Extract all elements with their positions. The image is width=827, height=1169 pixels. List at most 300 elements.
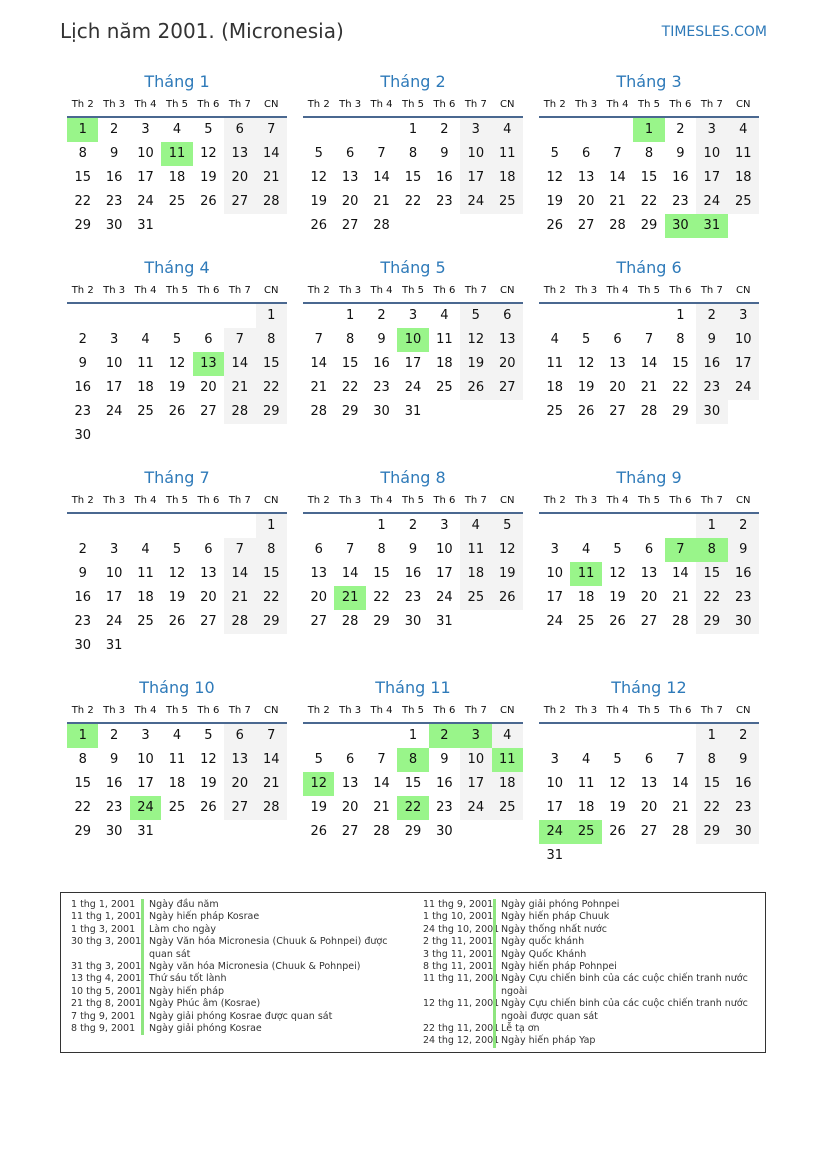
day-cell[interactable]: 6 [204,332,213,347]
holiday-day-cell[interactable]: 10 [397,328,428,352]
day-cell[interactable]: 15 [640,170,658,185]
day-cell[interactable]: 25 [728,190,759,214]
day-cell[interactable]: 24 [137,194,154,209]
day-cell[interactable]: 21 [224,586,255,610]
day-cell[interactable]: 11 [492,142,523,166]
day-cell[interactable]: 22 [373,590,390,605]
day-cell[interactable]: 23 [696,376,727,400]
day-cell[interactable]: 8 [78,752,87,767]
day-cell[interactable]: 22 [256,586,287,610]
day-cell[interactable]: 23 [404,590,422,605]
holiday-day-cell[interactable]: 31 [696,214,727,238]
day-cell[interactable]: 11 [460,538,491,562]
day-cell[interactable]: 24 [460,796,491,820]
day-cell[interactable]: 21 [672,590,689,605]
holiday-day-cell[interactable]: 11 [161,142,192,166]
day-cell[interactable]: 26 [546,218,563,233]
day-cell[interactable]: 12 [577,356,595,371]
day-cell[interactable]: 18 [546,380,563,395]
day-cell[interactable]: 5 [581,332,591,347]
day-cell[interactable]: 1 [256,304,287,328]
day-cell[interactable]: 10 [460,142,491,166]
day-cell[interactable]: 19 [609,590,626,605]
day-cell[interactable]: 18 [728,166,759,190]
day-cell[interactable]: 20 [609,380,626,395]
day-cell[interactable]: 27 [310,614,327,629]
day-cell[interactable]: 29 [672,404,689,419]
day-cell[interactable]: 6 [345,146,355,161]
day-cell[interactable]: 19 [200,170,217,185]
day-cell[interactable]: 3 [550,752,559,767]
day-cell[interactable]: 19 [546,194,563,209]
day-cell[interactable]: 26 [460,376,491,400]
day-cell[interactable]: 9 [728,538,759,562]
day-cell[interactable]: 3 [109,332,119,347]
day-cell[interactable]: 30 [74,638,91,653]
day-cell[interactable]: 31 [105,638,123,653]
day-cell[interactable]: 20 [341,194,359,209]
day-cell[interactable]: 14 [373,776,390,791]
day-cell[interactable]: 20 [492,352,523,376]
day-cell[interactable]: 27 [224,796,255,820]
holiday-day-cell[interactable]: 22 [397,796,428,820]
day-cell[interactable]: 9 [78,356,87,371]
day-cell[interactable]: 6 [224,724,255,748]
day-cell[interactable]: 5 [492,514,523,538]
day-cell[interactable]: 17 [546,800,563,815]
day-cell[interactable]: 10 [137,146,154,161]
day-cell[interactable]: 6 [224,118,255,142]
day-cell[interactable]: 2 [78,332,87,347]
day-cell[interactable]: 27 [200,614,217,629]
day-cell[interactable]: 2 [408,518,418,533]
day-cell[interactable]: 28 [256,190,287,214]
holiday-day-cell[interactable]: 12 [303,772,334,796]
day-cell[interactable]: 28 [640,404,658,419]
holiday-day-cell[interactable]: 11 [570,562,601,586]
day-cell[interactable]: 26 [492,586,523,610]
day-cell[interactable]: 12 [546,170,563,185]
day-cell[interactable]: 20 [224,772,255,796]
day-cell[interactable]: 29 [74,824,91,839]
day-cell[interactable]: 29 [696,820,727,844]
day-cell[interactable]: 24 [460,190,491,214]
day-cell[interactable]: 23 [74,614,91,629]
day-cell[interactable]: 14 [640,356,658,371]
day-cell[interactable]: 18 [168,776,186,791]
day-cell[interactable]: 5 [204,728,213,743]
day-cell[interactable]: 25 [546,404,563,419]
day-cell[interactable]: 26 [577,404,595,419]
day-cell[interactable]: 1 [256,514,287,538]
day-cell[interactable]: 16 [672,170,689,185]
day-cell[interactable]: 2 [109,122,119,137]
day-cell[interactable]: 10 [105,356,123,371]
day-cell[interactable]: 12 [200,752,217,767]
day-cell[interactable]: 28 [310,404,327,419]
day-cell[interactable]: 5 [314,146,323,161]
day-cell[interactable]: 30 [404,614,422,629]
day-cell[interactable]: 30 [728,820,759,844]
day-cell[interactable]: 3 [141,122,150,137]
day-cell[interactable]: 18 [577,800,595,815]
day-cell[interactable]: 17 [137,776,154,791]
day-cell[interactable]: 21 [609,194,626,209]
day-cell[interactable]: 3 [550,542,559,557]
day-cell[interactable]: 4 [581,752,591,767]
day-cell[interactable]: 13 [200,566,217,581]
day-cell[interactable]: 26 [609,824,626,839]
day-cell[interactable]: 18 [436,356,453,371]
day-cell[interactable]: 23 [373,380,390,395]
day-cell[interactable]: 15 [74,170,91,185]
day-cell[interactable]: 21 [256,166,287,190]
day-cell[interactable]: 24 [728,376,759,400]
day-cell[interactable]: 26 [168,404,186,419]
day-cell[interactable]: 30 [728,610,759,634]
day-cell[interactable]: 13 [640,776,658,791]
day-cell[interactable]: 17 [105,590,123,605]
day-cell[interactable]: 22 [74,800,91,815]
day-cell[interactable]: 27 [200,404,217,419]
day-cell[interactable]: 4 [581,542,591,557]
day-cell[interactable]: 10 [546,776,563,791]
day-cell[interactable]: 12 [310,170,327,185]
day-cell[interactable]: 3 [696,118,727,142]
day-cell[interactable]: 20 [640,590,658,605]
day-cell[interactable]: 29 [404,824,422,839]
day-cell[interactable]: 4 [460,514,491,538]
day-cell[interactable]: 10 [460,748,491,772]
day-cell[interactable]: 7 [377,752,386,767]
day-cell[interactable]: 24 [105,614,123,629]
day-cell[interactable]: 27 [341,218,359,233]
day-cell[interactable]: 18 [577,590,595,605]
day-cell[interactable]: 22 [256,376,287,400]
day-cell[interactable]: 29 [74,218,91,233]
holiday-day-cell[interactable]: 8 [696,538,727,562]
day-cell[interactable]: 22 [74,194,91,209]
day-cell[interactable]: 21 [224,376,255,400]
day-cell[interactable]: 6 [581,146,591,161]
day-cell[interactable]: 6 [613,332,622,347]
day-cell[interactable]: 14 [609,170,626,185]
day-cell[interactable]: 14 [373,170,390,185]
day-cell[interactable]: 16 [436,170,453,185]
day-cell[interactable]: 19 [310,194,327,209]
day-cell[interactable]: 10 [137,752,154,767]
day-cell[interactable]: 14 [224,562,255,586]
day-cell[interactable]: 15 [256,352,287,376]
day-cell[interactable]: 24 [105,404,123,419]
day-cell[interactable]: 14 [672,776,689,791]
day-cell[interactable]: 12 [492,538,523,562]
day-cell[interactable]: 10 [105,566,123,581]
day-cell[interactable]: 17 [460,772,491,796]
day-cell[interactable]: 27 [577,218,595,233]
day-cell[interactable]: 13 [341,170,359,185]
day-cell[interactable]: 8 [408,146,418,161]
day-cell[interactable]: 8 [345,332,355,347]
day-cell[interactable]: 25 [436,380,453,395]
day-cell[interactable]: 10 [696,142,727,166]
day-cell[interactable]: 23 [728,796,759,820]
day-cell[interactable]: 8 [78,146,87,161]
day-cell[interactable]: 18 [168,170,186,185]
day-cell[interactable]: 7 [256,118,287,142]
day-cell[interactable]: 10 [546,566,563,581]
day-cell[interactable]: 17 [728,352,759,376]
day-cell[interactable]: 9 [109,752,119,767]
day-cell[interactable]: 1 [345,308,355,323]
day-cell[interactable]: 23 [105,194,123,209]
day-cell[interactable]: 29 [696,610,727,634]
day-cell[interactable]: 5 [172,332,182,347]
holiday-day-cell[interactable]: 24 [130,796,161,820]
day-cell[interactable]: 2 [109,728,119,743]
day-cell[interactable]: 28 [256,796,287,820]
day-cell[interactable]: 21 [256,772,287,796]
day-cell[interactable]: 9 [676,146,685,161]
day-cell[interactable]: 4 [492,724,523,748]
day-cell[interactable]: 4 [172,122,182,137]
day-cell[interactable]: 7 [377,146,386,161]
day-cell[interactable]: 20 [341,800,359,815]
day-cell[interactable]: 19 [577,380,595,395]
day-cell[interactable]: 9 [440,752,449,767]
day-cell[interactable]: 30 [696,400,727,424]
day-cell[interactable]: 11 [577,776,595,791]
day-cell[interactable]: 14 [310,356,327,371]
day-cell[interactable]: 26 [310,218,327,233]
day-cell[interactable]: 23 [728,586,759,610]
day-cell[interactable]: 12 [609,566,626,581]
day-cell[interactable]: 26 [310,824,327,839]
day-cell[interactable]: 26 [609,614,626,629]
day-cell[interactable]: 7 [224,538,255,562]
day-cell[interactable]: 14 [256,142,287,166]
day-cell[interactable]: 1 [408,122,418,137]
holiday-day-cell[interactable]: 11 [492,748,523,772]
day-cell[interactable]: 20 [640,800,658,815]
day-cell[interactable]: 11 [137,356,154,371]
day-cell[interactable]: 20 [224,166,255,190]
holiday-day-cell[interactable]: 24 [539,820,570,844]
day-cell[interactable]: 5 [172,542,182,557]
day-cell[interactable]: 16 [373,356,390,371]
day-cell[interactable]: 16 [728,562,759,586]
day-cell[interactable]: 4 [141,332,150,347]
holiday-day-cell[interactable]: 3 [460,724,491,748]
day-cell[interactable]: 18 [137,380,154,395]
day-cell[interactable]: 18 [460,562,491,586]
day-cell[interactable]: 18 [137,590,154,605]
day-cell[interactable]: 28 [373,824,390,839]
day-cell[interactable]: 28 [224,400,255,424]
day-cell[interactable]: 21 [373,800,390,815]
day-cell[interactable]: 13 [224,748,255,772]
day-cell[interactable]: 9 [408,542,418,557]
day-cell[interactable]: 25 [460,586,491,610]
day-cell[interactable]: 3 [141,728,150,743]
day-cell[interactable]: 19 [168,380,186,395]
day-cell[interactable]: 27 [609,404,626,419]
day-cell[interactable]: 2 [728,724,759,748]
day-cell[interactable]: 10 [436,542,453,557]
day-cell[interactable]: 27 [492,376,523,400]
day-cell[interactable]: 17 [696,166,727,190]
day-cell[interactable]: 16 [105,170,123,185]
day-cell[interactable]: 16 [728,772,759,796]
day-cell[interactable]: 29 [256,610,287,634]
day-cell[interactable]: 17 [105,380,123,395]
day-cell[interactable]: 29 [373,614,390,629]
day-cell[interactable]: 3 [109,542,119,557]
day-cell[interactable]: 12 [460,328,491,352]
day-cell[interactable]: 1 [696,514,727,538]
day-cell[interactable]: 17 [546,590,563,605]
day-cell[interactable]: 14 [672,566,689,581]
day-cell[interactable]: 15 [696,772,727,796]
day-cell[interactable]: 1 [377,518,386,533]
day-cell[interactable]: 9 [78,566,87,581]
day-cell[interactable]: 13 [492,328,523,352]
day-cell[interactable]: 3 [440,518,449,533]
day-cell[interactable]: 28 [224,610,255,634]
day-cell[interactable]: 19 [460,352,491,376]
day-cell[interactable]: 2 [728,514,759,538]
day-cell[interactable]: 16 [696,352,727,376]
day-cell[interactable]: 3 [728,304,759,328]
day-cell[interactable]: 8 [676,332,685,347]
day-cell[interactable]: 23 [436,194,453,209]
holiday-day-cell[interactable]: 25 [570,820,601,844]
day-cell[interactable]: 4 [492,118,523,142]
day-cell[interactable]: 3 [460,118,491,142]
day-cell[interactable]: 15 [696,562,727,586]
day-cell[interactable]: 21 [373,194,390,209]
day-cell[interactable]: 19 [200,776,217,791]
day-cell[interactable]: 21 [310,380,327,395]
day-cell[interactable]: 16 [105,776,123,791]
day-cell[interactable]: 31 [436,614,453,629]
day-cell[interactable]: 16 [436,776,453,791]
day-cell[interactable]: 11 [728,142,759,166]
day-cell[interactable]: 7 [224,328,255,352]
day-cell[interactable]: 15 [404,776,422,791]
day-cell[interactable]: 19 [310,800,327,815]
day-cell[interactable]: 6 [314,542,323,557]
day-cell[interactable]: 14 [224,352,255,376]
day-cell[interactable]: 25 [168,194,186,209]
day-cell[interactable]: 29 [640,218,658,233]
day-cell[interactable]: 25 [137,614,154,629]
day-cell[interactable]: 5 [550,146,559,161]
day-cell[interactable]: 9 [696,328,727,352]
day-cell[interactable]: 3 [408,308,418,323]
day-cell[interactable]: 13 [310,566,327,581]
day-cell[interactable]: 7 [314,332,323,347]
day-cell[interactable]: 9 [728,748,759,772]
day-cell[interactable]: 23 [74,404,91,419]
day-cell[interactable]: 1 [676,308,685,323]
day-cell[interactable]: 23 [436,800,453,815]
day-cell[interactable]: 19 [609,800,626,815]
holiday-day-cell[interactable]: 1 [67,118,98,142]
day-cell[interactable]: 28 [373,218,390,233]
day-cell[interactable]: 31 [546,848,563,863]
day-cell[interactable]: 24 [436,590,453,605]
day-cell[interactable]: 9 [377,332,386,347]
day-cell[interactable]: 12 [168,566,186,581]
day-cell[interactable]: 13 [640,566,658,581]
day-cell[interactable]: 30 [105,824,123,839]
day-cell[interactable]: 29 [341,404,359,419]
day-cell[interactable]: 28 [341,614,359,629]
day-cell[interactable]: 8 [256,328,287,352]
day-cell[interactable]: 17 [436,566,453,581]
day-cell[interactable]: 11 [168,752,186,767]
day-cell[interactable]: 9 [440,146,449,161]
day-cell[interactable]: 25 [577,614,595,629]
day-cell[interactable]: 4 [440,308,449,323]
day-cell[interactable]: 15 [373,566,390,581]
day-cell[interactable]: 17 [460,166,491,190]
day-cell[interactable]: 14 [256,748,287,772]
day-cell[interactable]: 22 [696,796,727,820]
day-cell[interactable]: 12 [200,146,217,161]
day-cell[interactable]: 5 [460,304,491,328]
holiday-day-cell[interactable]: 13 [193,352,224,376]
day-cell[interactable]: 1 [408,728,418,743]
day-cell[interactable]: 4 [172,728,182,743]
day-cell[interactable]: 21 [672,800,689,815]
day-cell[interactable]: 10 [728,328,759,352]
day-cell[interactable]: 8 [256,538,287,562]
day-cell[interactable]: 7 [613,146,622,161]
day-cell[interactable]: 11 [546,356,563,371]
day-cell[interactable]: 20 [310,590,327,605]
day-cell[interactable]: 2 [696,304,727,328]
day-cell[interactable]: 28 [672,824,689,839]
day-cell[interactable]: 6 [644,542,654,557]
day-cell[interactable]: 7 [345,542,355,557]
day-cell[interactable]: 6 [644,752,654,767]
day-cell[interactable]: 12 [168,356,186,371]
day-cell[interactable]: 13 [609,356,626,371]
day-cell[interactable]: 25 [492,190,523,214]
holiday-day-cell[interactable]: 1 [633,118,664,142]
day-cell[interactable]: 16 [74,380,91,395]
day-cell[interactable]: 8 [696,748,727,772]
holiday-day-cell[interactable]: 7 [665,538,696,562]
day-cell[interactable]: 17 [404,356,422,371]
day-cell[interactable]: 24 [696,190,727,214]
day-cell[interactable]: 1 [696,724,727,748]
day-cell[interactable]: 22 [672,380,689,395]
day-cell[interactable]: 24 [404,380,422,395]
day-cell[interactable]: 18 [492,772,523,796]
day-cell[interactable]: 23 [672,194,689,209]
day-cell[interactable]: 9 [109,146,119,161]
day-cell[interactable]: 28 [672,614,689,629]
day-cell[interactable]: 15 [256,562,287,586]
day-cell[interactable]: 8 [377,542,386,557]
day-cell[interactable]: 22 [341,380,359,395]
day-cell[interactable]: 5 [314,752,323,767]
day-cell[interactable]: 5 [613,542,622,557]
day-cell[interactable]: 17 [137,170,154,185]
